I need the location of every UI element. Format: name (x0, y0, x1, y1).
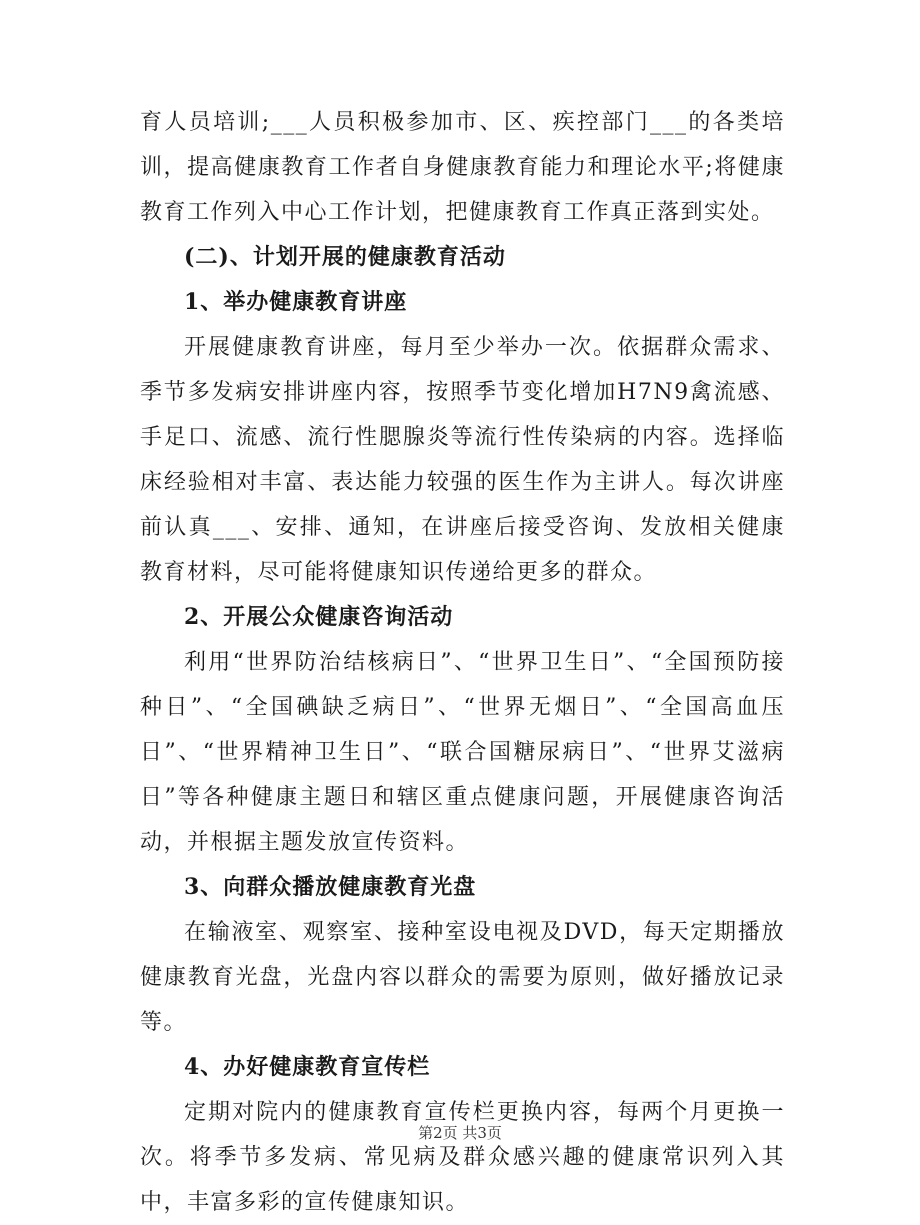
paragraph-training: 育人员培训;___人员积极参加市、区、疾控部门___的各类培训，提高健康教育工作者自身健康教育能力和理论水平;将健康教育工作列入中心工作计划，把健康教育工作真正落到实处。 (140, 110, 785, 225)
subheading-video-discs: 3、向群众播放健康教育光盘 (184, 874, 477, 900)
page-number-footer: 第2页 共3页 (418, 1124, 502, 1142)
paragraph-consultation: 利用“世界防治结核病日”、“世界卫生日”、“全国预防接种日”、“全国碘缺乏病日”、“世界无烟日”、“全国高血压日”、“世界精神卫生日”、“联合国糖尿病日”、“世界艾滋病日”等各种健康主题日和辖区重点健康问题，开展健康咨询活动，并根据主题发放宣传资料。 (140, 650, 785, 855)
section-heading-planned-activities: (二)、计划开展的健康教育活动 (184, 244, 506, 270)
paragraph-video-discs: 在输液室、观察室、接种室设电视及DVD，每天定期播放健康教育光盘，光盘内容以群众的需要为原则，做好播放记录等。 (140, 920, 785, 1035)
subheading-consultation: 2、开展公众健康咨询活动 (184, 604, 454, 630)
subheading-lectures: 1、举办健康教育讲座 (184, 289, 408, 315)
paragraph-lectures: 开展健康教育讲座，每月至少举办一次。依据群众需求、季节多发病安排讲座内容，按照季节变化增加H7N9禽流感、手足口、流感、流行性腮腺炎等流行性传染病的内容。选择临床经验相对丰富、表达能力较强的医生作为主讲人。每次讲座前认真___、安排、通知，在讲座后接受咨询、发放相关健康教育材料，尽可能将健康知识传递给更多的群众。 (140, 335, 785, 585)
document-body (140, 100, 785, 1225)
paragraph-bulletin-board: 定期对院内的健康教育宣传栏更换内容，每两个月更换一次。将季节多发病、常见病及群众感兴趣的健康常识列入其中，丰富多彩的宣传健康知识。 (140, 1100, 785, 1215)
subheading-bulletin-board: 4、办好健康教育宣传栏 (184, 1054, 431, 1080)
